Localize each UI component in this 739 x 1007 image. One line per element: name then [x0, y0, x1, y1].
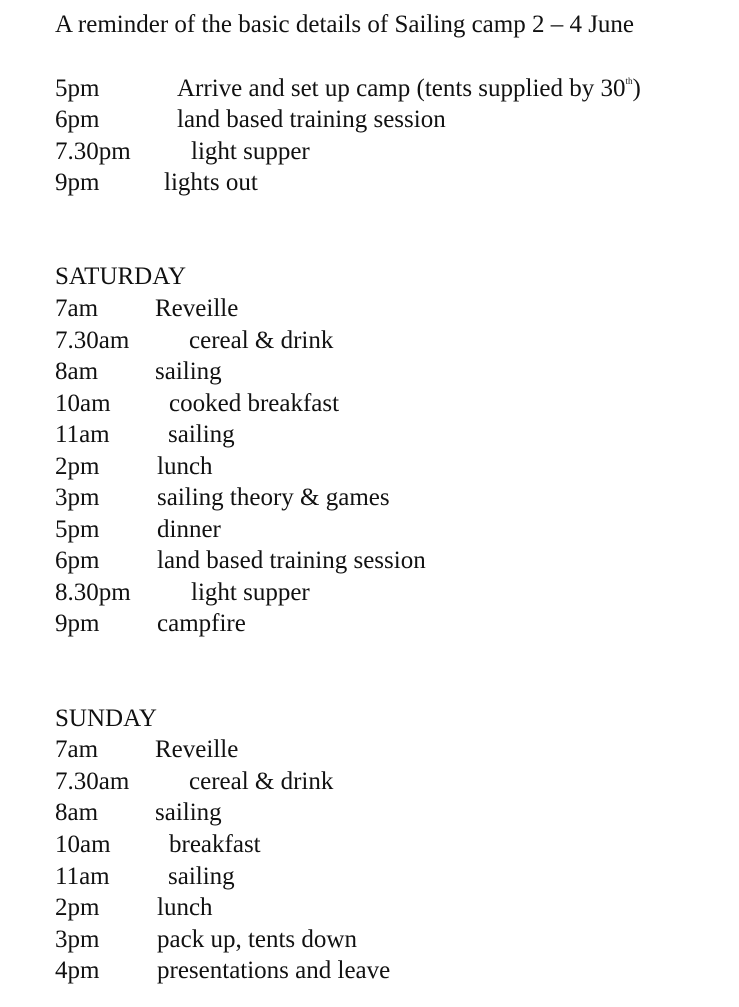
- section-heading-sunday: SUNDAY: [55, 705, 157, 732]
- activity: cereal & drink: [189, 768, 334, 795]
- time: 5pm: [55, 516, 100, 543]
- activity: Arrive and set up camp (tents supplied by 30th): [177, 75, 641, 102]
- activity: Reveille: [155, 295, 239, 322]
- time: 11am: [55, 421, 110, 448]
- activity: sailing: [168, 863, 235, 890]
- time: 7am: [55, 736, 99, 763]
- activity: breakfast: [169, 831, 261, 858]
- activity: light supper: [191, 579, 310, 606]
- activity: sailing: [155, 358, 222, 385]
- activity: lunch: [157, 453, 213, 480]
- activity: sailing: [168, 421, 235, 448]
- time: 7.30pm: [55, 138, 131, 165]
- time: 10am: [55, 831, 111, 858]
- activity: presentations and leave: [157, 957, 391, 984]
- activity: light supper: [191, 138, 310, 165]
- time: 6pm: [55, 547, 100, 574]
- time: 2pm: [55, 453, 100, 480]
- time: 6pm: [55, 106, 100, 133]
- activity: lights out: [164, 169, 258, 196]
- time: 7am: [55, 295, 99, 322]
- activity: pack up, tents down: [157, 926, 357, 953]
- section-heading-saturday: SATURDAY: [55, 263, 187, 290]
- activity: cooked breakfast: [169, 390, 340, 417]
- time: 8am: [55, 799, 99, 826]
- time: 7.30am: [55, 768, 130, 795]
- time: 4pm: [55, 957, 100, 984]
- activity: sailing: [155, 799, 222, 826]
- activity: land based training session: [177, 106, 446, 133]
- time: 2pm: [55, 894, 100, 921]
- time: 9pm: [55, 610, 100, 637]
- time: 3pm: [55, 926, 100, 953]
- activity: sailing theory & games: [157, 484, 390, 511]
- time: 8am: [55, 358, 99, 385]
- time: 7.30am: [55, 327, 130, 354]
- page-title: A reminder of the basic details of Sailing camp 2 – 4 June: [55, 11, 635, 38]
- activity: Reveille: [155, 736, 239, 763]
- activity: dinner: [157, 516, 221, 543]
- activity: land based training session: [157, 547, 426, 574]
- time: 9pm: [55, 169, 100, 196]
- activity: cereal & drink: [189, 327, 334, 354]
- time: 3pm: [55, 484, 100, 511]
- time: 10am: [55, 390, 111, 417]
- activity: campfire: [157, 610, 246, 637]
- time: 5pm: [55, 75, 100, 102]
- activity: lunch: [157, 894, 213, 921]
- time: 8.30pm: [55, 579, 131, 606]
- time: 11am: [55, 863, 110, 890]
